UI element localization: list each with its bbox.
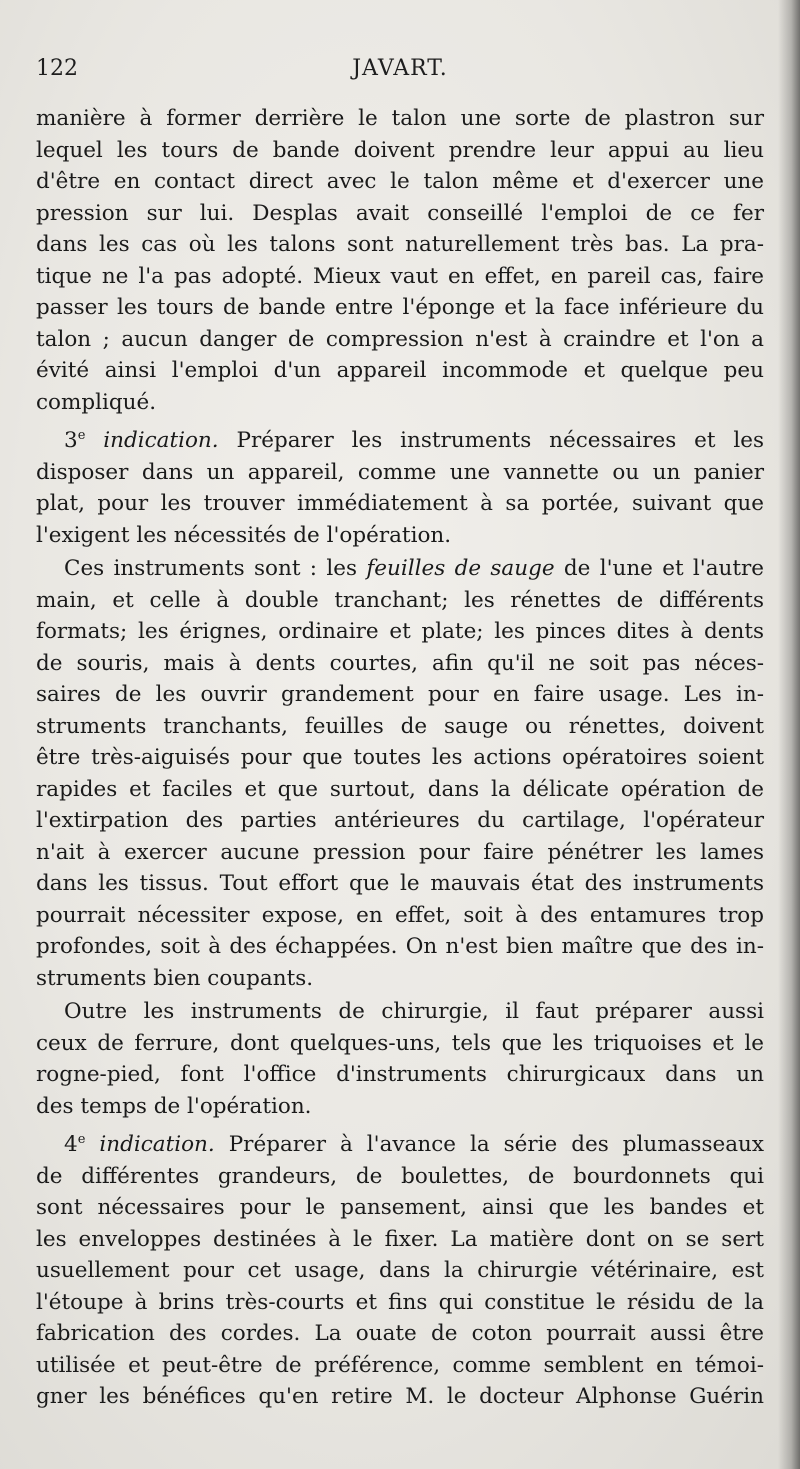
text-line: compliqué.	[36, 389, 157, 415]
text-line: disposer dans un appareil, comme une vannette ou un panier	[36, 459, 764, 485]
paragraph-4	[36, 996, 764, 1122]
paragraph-2	[36, 420, 764, 551]
text-line: fabrication des cordes. La ouate de coton pourrait aussi être	[36, 1321, 764, 1346]
page-number: 122	[36, 56, 78, 81]
body-text	[36, 103, 764, 1413]
text-line: plat, pour les trouver immédiatement à sa portée, suivant que	[36, 491, 764, 516]
text-line: pression sur lui. Desplas avait conseillé l'emploi de ce fer	[36, 200, 764, 226]
page-header	[36, 56, 764, 92]
text-line	[36, 420, 764, 457]
text-fragment: Préparer à l'avance la série des plumasseaux	[214, 1132, 764, 1157]
paragraph-3	[36, 553, 764, 994]
emphasis: feuilles de sauge	[366, 556, 555, 581]
running-title: JAVART.	[352, 56, 448, 81]
text-line: struments tranchants, feuilles de sauge ou rénettes, doivent	[36, 713, 764, 739]
text-line: formats; les érignes, ordinaire et plate; les pinces dites à dents	[36, 619, 764, 644]
text-line: des temps de l'opération.	[36, 1093, 312, 1119]
text-line: les enveloppes destinées à le fixer. La matière dont on se sert	[36, 1226, 764, 1252]
spine-shadow	[778, 0, 800, 1469]
ordinal-suffix: e	[77, 428, 86, 443]
indication-number: 3	[64, 428, 78, 453]
text-line: rogne-pied, font l'office d'instruments chirurgicaux dans un	[36, 1062, 764, 1087]
text-line: gner les bénéfices qu'en retire M. le docteur Alphonse Guérin	[36, 1384, 764, 1409]
text-line: d'être en contact direct avec le talon même et d'exercer une	[36, 169, 764, 194]
text-fragment: de l'une et l'autre	[554, 556, 765, 581]
text-line: saires de les ouvrir grandement pour en faire usage. Les in-	[36, 682, 764, 707]
text-line: ceux de ferrure, dont quelques-uns, tels que les triquoises et le	[36, 1030, 764, 1056]
ordinal-suffix: e	[77, 1132, 86, 1147]
text-line: profondes, soit à des échappées. On n'est bien maître que des in-	[36, 934, 764, 959]
text-line: Outre les instruments de chirurgie, il faut préparer aussi	[64, 999, 764, 1024]
text-line: rapides et faciles et que surtout, dans la délicate opération de	[36, 776, 764, 802]
text-line: évité ainsi l'emploi d'un appareil incommode et quelque peu	[36, 358, 764, 383]
text-line: l'étoupe à brins très-courts et fins qui constitue le résidu de la	[36, 1289, 764, 1315]
text-line: tique ne l'a pas adopté. Mieux vaut en effet, en pareil cas, faire	[36, 263, 764, 289]
text-line: pourrait nécessiter expose, en effet, soit à des entamures trop	[36, 902, 764, 928]
text-fragment: Ces instruments sont : les	[64, 556, 367, 581]
text-line: passer les tours de bande entre l'éponge et la face inférieure du	[36, 295, 764, 320]
text-line: main, et celle à double tranchant; les rénettes de différents	[36, 587, 764, 613]
text-line	[36, 1124, 764, 1161]
text-line: l'extirpation des parties antérieures du cartilage, l'opérateur	[36, 808, 764, 833]
text-fragment: Préparer les instruments nécessaires et les	[218, 428, 764, 453]
indication-label: indication.	[103, 428, 219, 453]
text-line: de différentes grandeurs, de boulettes, de bourdonnets qui	[36, 1163, 764, 1189]
text-line: être très-aiguisés pour que toutes les actions opératoires soient	[36, 745, 764, 770]
indication-number: 4	[64, 1132, 78, 1157]
text-line: de souris, mais à dents courtes, afin qu'il ne soit pas néces-	[36, 650, 764, 676]
text-line: sont nécessaires pour le pansement, ainsi que les bandes et	[36, 1195, 764, 1220]
text-line: l'exigent les nécessités de l'opération.	[36, 522, 452, 548]
text-line: talon ; aucun danger de compression n'est à craindre et l'on a	[36, 326, 764, 352]
text-line: n'ait à exercer aucune pression pour faire pénétrer les lames	[36, 839, 764, 865]
text-line: lequel les tours de bande doivent prendre leur appui au lieu	[36, 137, 764, 163]
text-line: utilisée et peut-être de préférence, comme semblent en témoi-	[36, 1352, 764, 1378]
paragraph-1	[36, 103, 764, 418]
indication-label: indication.	[99, 1132, 215, 1157]
paragraph-5	[36, 1124, 764, 1413]
text-line: dans les cas où les talons sont naturellement très bas. La pra-	[36, 232, 764, 257]
text-line	[36, 553, 764, 585]
text-line: manière à former derrière le talon une sorte de plastron sur	[36, 106, 764, 131]
text-line: struments bien coupants.	[36, 965, 314, 991]
text-line: usuellement pour cet usage, dans la chirurgie vétérinaire, est	[36, 1258, 764, 1283]
text-line: dans les tissus. Tout effort que le mauvais état des instruments	[36, 871, 764, 896]
